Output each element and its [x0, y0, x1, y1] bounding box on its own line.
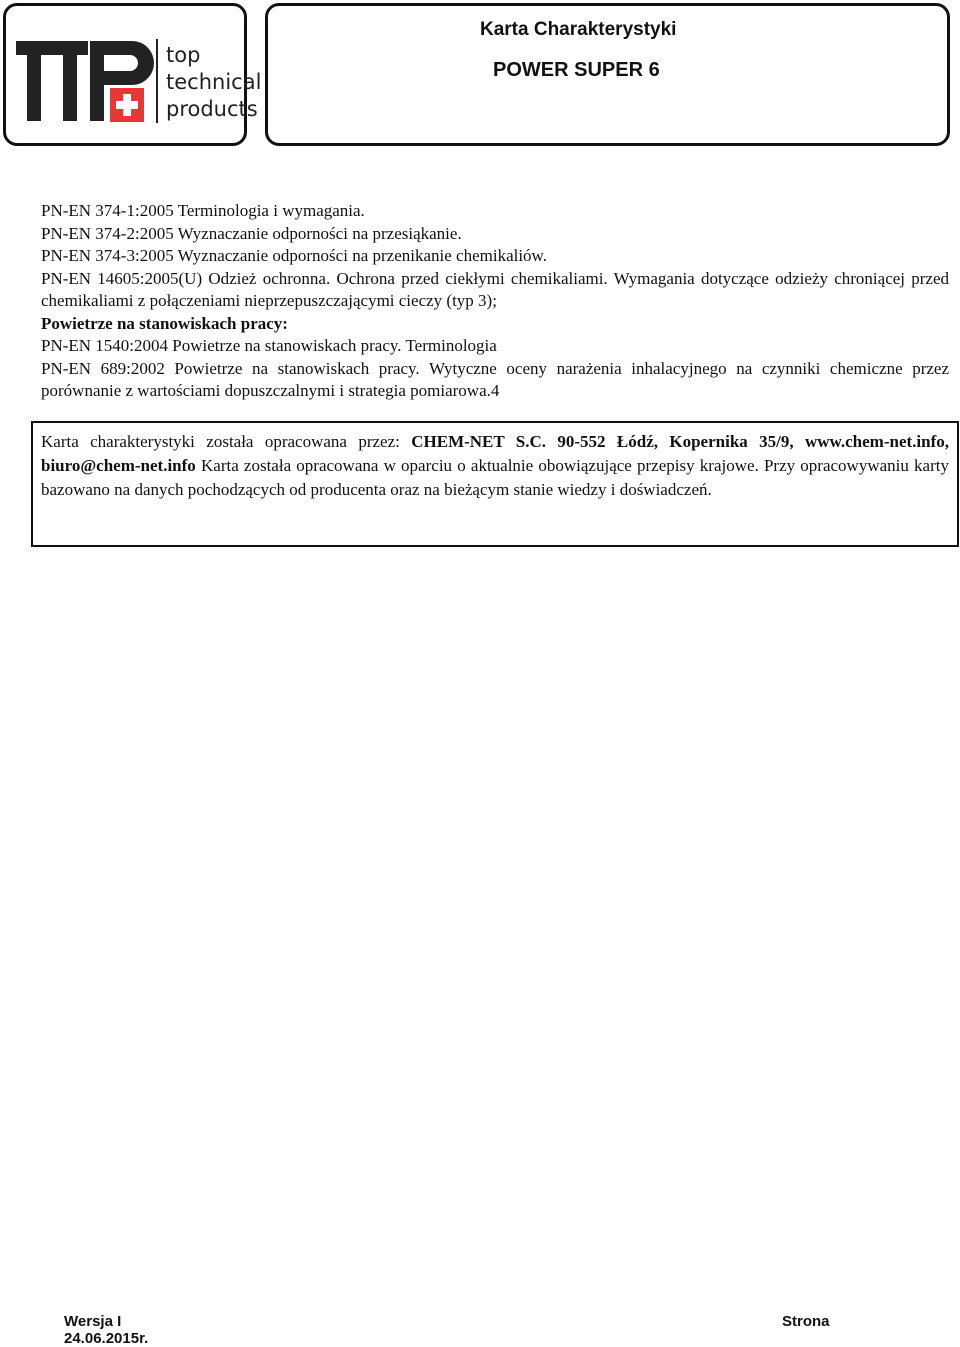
logo-word-technical: technical	[166, 70, 262, 94]
section-subheading: Powietrze na stanowiskach pracy:	[41, 313, 288, 333]
logo-box	[3, 3, 262, 146]
footer-page-label: Strona	[782, 1313, 830, 1330]
logo-word-top: top	[166, 43, 201, 67]
prepared-by-company: CHEM-NET S.C. 90-552 Łódź, Kopernika 35/9, www.chem-net.info, biuro@chem-net.info	[41, 432, 950, 475]
prepared-by-text: Karta została opracowana w oparciu o aktualnie obowiązujące przepisy krajowe. Przy opracowywaniu karty bazowano na danych pochodzących od producenta oraz na bieżącym stanie wiedzy i doświadczeń.	[41, 456, 949, 499]
company-logo	[6, 6, 262, 143]
standard-line: PN-EN 374-3:2005 Wyznaczanie odporności na przenikanie chemikaliów.	[41, 246, 547, 265]
prepared-by-intro: Karta charakterystyki została opracowana przez:	[41, 432, 412, 451]
footer-version: Wersja I	[64, 1313, 122, 1330]
standard-line-1540: PN-EN 1540:2004 Powietrze na stanowiskach pracy. Terminologia	[41, 336, 497, 355]
logo-word-products: products	[166, 97, 258, 121]
standards-section	[41, 200, 949, 403]
standard-paragraph-14605: PN-EN 14605:2005(U) Odzież ochronna. Ochrona przed ciekłymi chemikaliami. Wymagania dotyczące odzieży chroniącej przed chemikaliami z połączeniami nieprzepuszczającymi cieczy (typ 3);	[41, 268, 949, 310]
document-title: Karta Charakterystyki	[480, 19, 677, 40]
footer-date: 24.06.2015r.	[64, 1330, 149, 1347]
standard-line: PN-EN 374-2:2005 Wyznaczanie odporności na przesiąkanie.	[41, 223, 462, 243]
product-name: POWER SUPER 6	[493, 59, 660, 81]
standard-line: PN-EN 374-1:2005 Terminologia i wymagania.	[41, 201, 365, 220]
standard-paragraph-689: PN-EN 689:2002 Powietrze na stanowiskach pracy. Wytyczne oceny narażenia inhalacyjnego na czynniki chemiczne przez porównanie z wartościami dopuszczalnymi i strategia pomiarowa.4	[41, 358, 949, 400]
prepared-by-box	[31, 421, 959, 547]
